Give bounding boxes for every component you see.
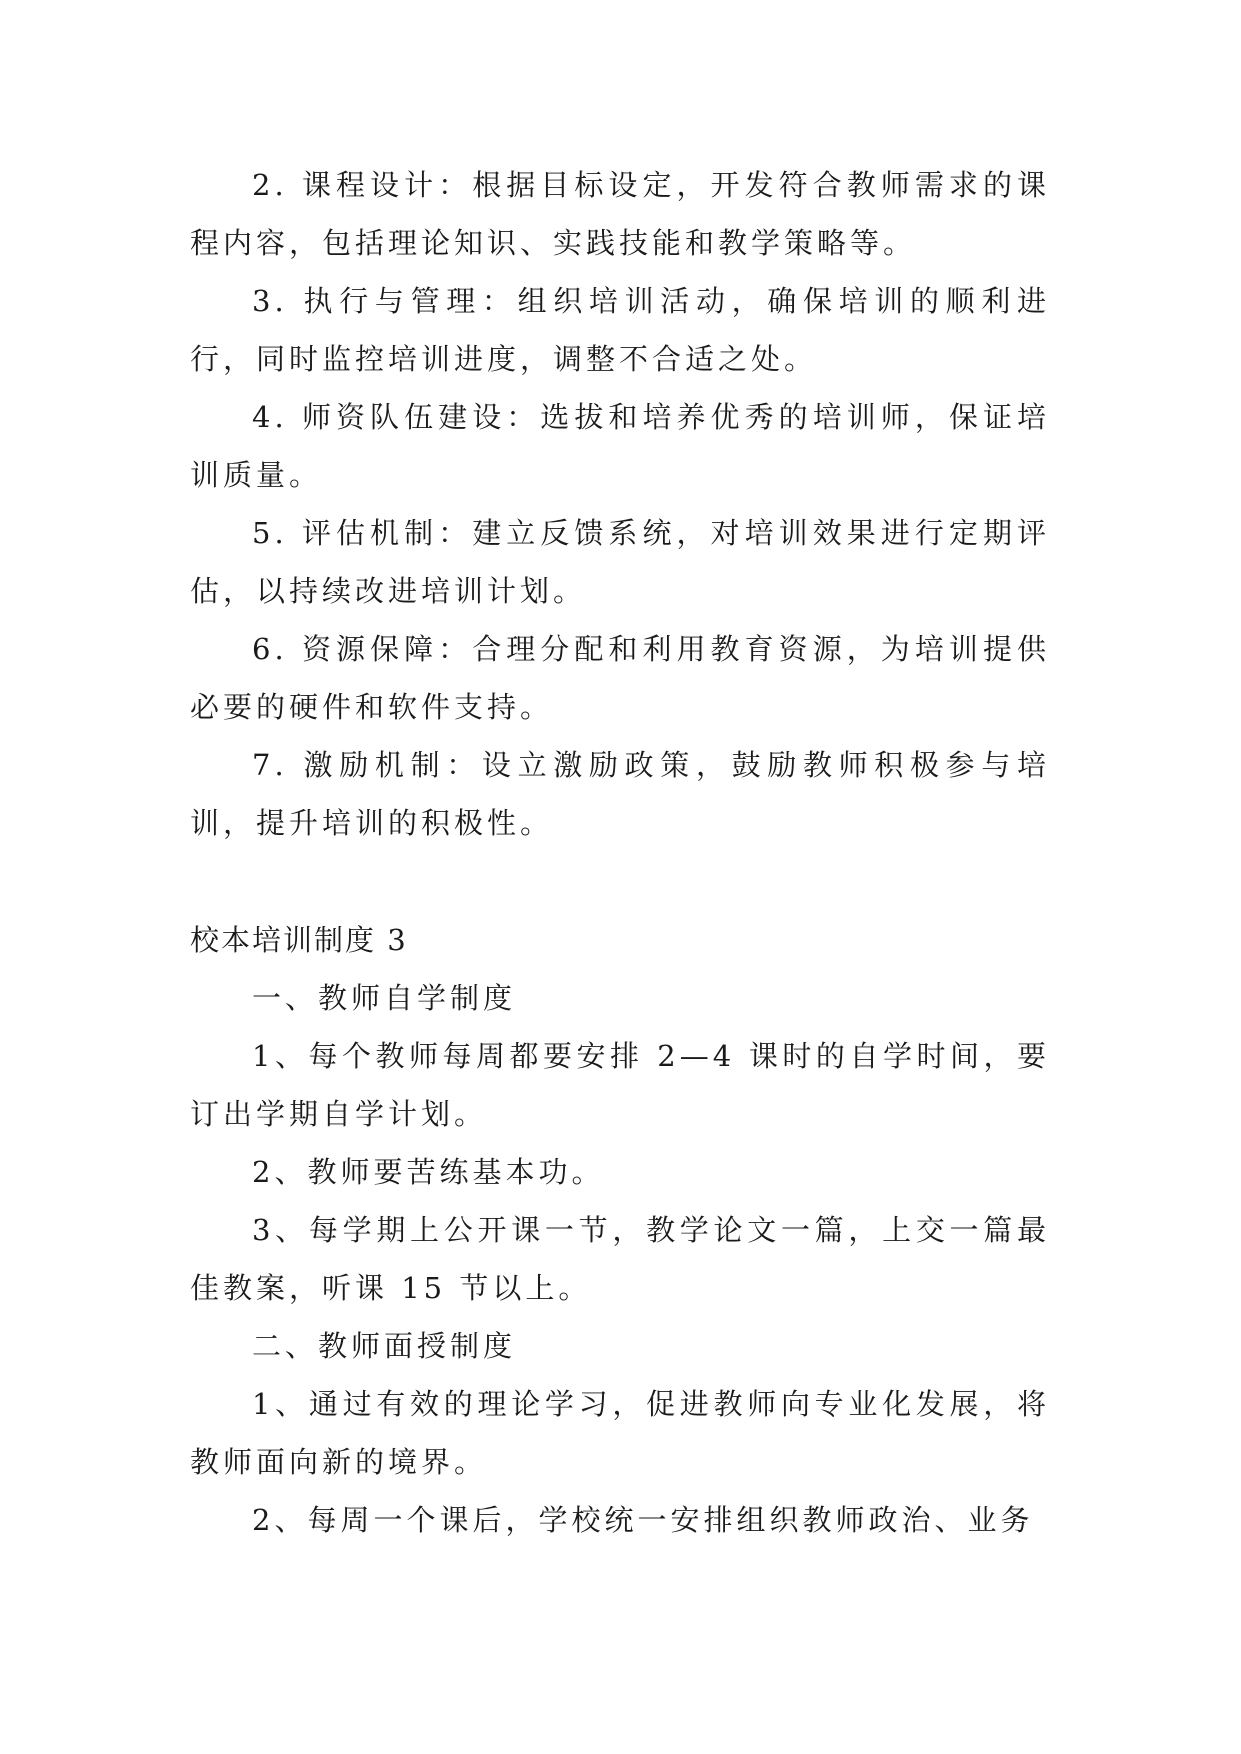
training-system-body [190,969,1050,1549]
paragraph-open-class: 3、每学期上公开课一节，教学论文一篇，上交一篇最佳教案，听课 15 节以上。 [190,1213,1050,1305]
paragraph-incentives: 7. 激励机制：设立激励政策，鼓励教师积极参与培训，提升培训的积极性。 [190,748,1050,840]
heading-face-to-face: 二、教师面授制度 [252,1329,517,1363]
paragraph-weekly-session: 2、每周一个课后，学校统一安排组织教师政治、业务 [252,1503,1034,1537]
paragraph-course-design: 2. 课程设计：根据目标设定，开发符合教师需求的课程内容，包括理论知识、实践技能和教学策略等。 [190,168,1050,260]
paragraph-theory-study: 1、通过有效的理论学习，促进教师向专业化发展，将教师面向新的境界。 [190,1387,1050,1479]
paragraph-execution-management: 3. 执行与管理：组织培训活动，确保培训的顺利进行，同时监控培训进度，调整不合适之处。 [190,284,1050,376]
training-measures-list [190,156,1050,852]
paragraph-resources: 6. 资源保障：合理分配和利用教育资源，为培训提供必要的硬件和软件支持。 [190,632,1050,724]
paragraph-teacher-team: 4. 师资队伍建设：选拔和培养优秀的培训师，保证培训质量。 [190,400,1050,492]
paragraph-basic-skills: 2、教师要苦练基本功。 [252,1155,605,1189]
section-title: 校本培训制度 3 [190,923,408,957]
heading-self-study: 一、教师自学制度 [252,981,517,1015]
paragraph-self-study-time: 1、每个教师每周都要安排 2—4 课时的自学时间，要订出学期自学计划。 [190,1039,1050,1131]
paragraph-evaluation: 5. 评估机制：建立反馈系统，对培训效果进行定期评估，以持续改进培训计划。 [190,516,1050,608]
